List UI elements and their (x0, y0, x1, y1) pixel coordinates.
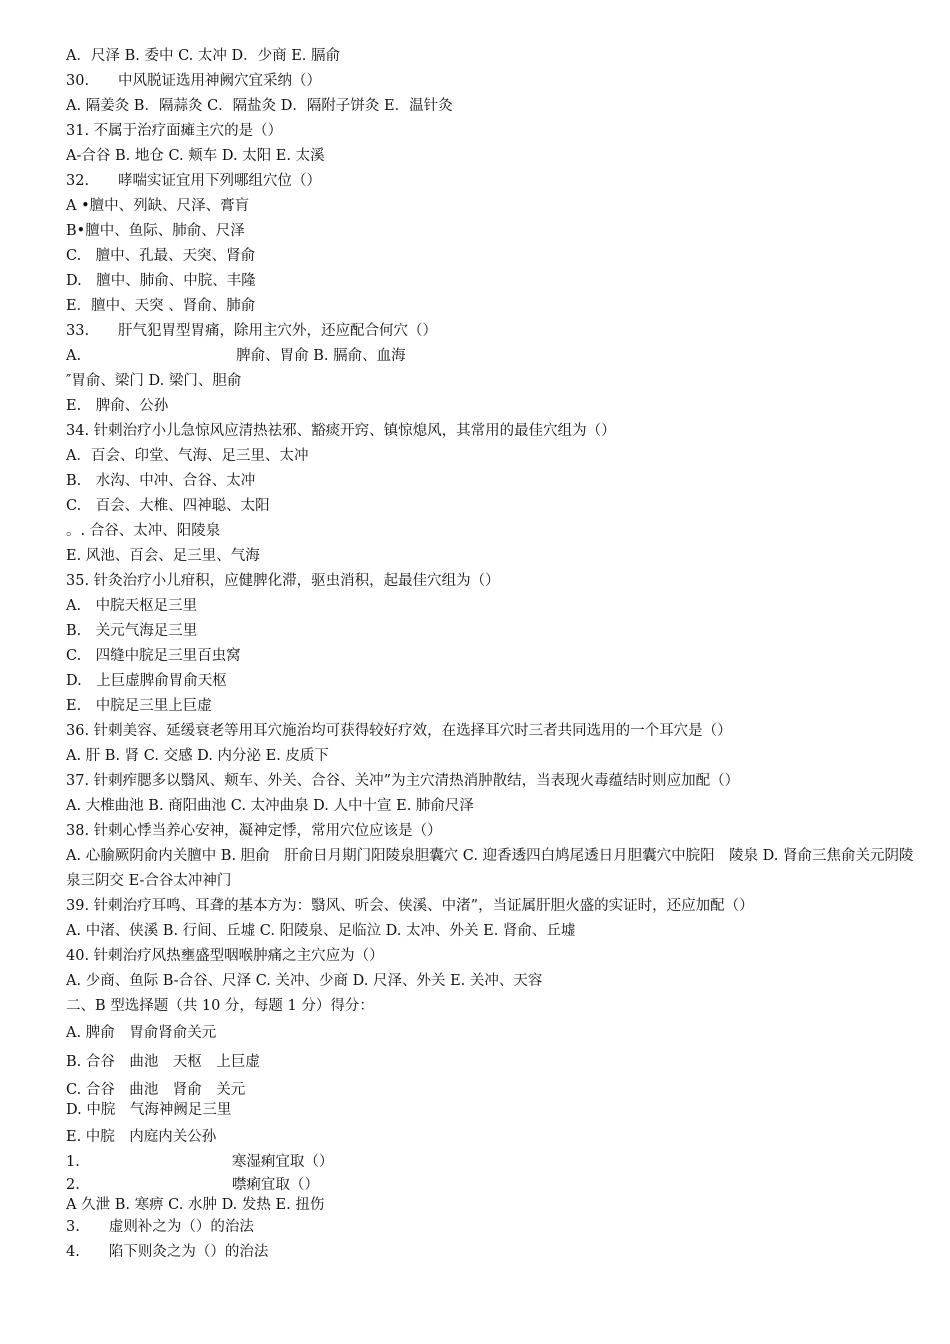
question-35: 35. 针灸治疗小儿疳积，应健脾化滞，驱虫消积，起最佳穴组为（） (66, 573, 500, 589)
text-line: E. 中脘 内庭内关公孙 (66, 1129, 217, 1145)
text-line: A. 少商、鱼际 B-合谷、尺泽 C. 关冲、少商 D. 尺泽、外关 E. 关冲、天容 (66, 973, 543, 989)
text-line: B•膻中、鱼际、肺俞、尺泽 (66, 223, 245, 239)
option-text: 脾俞、胃俞 B. 膈俞、血海 (236, 348, 406, 364)
question-39: 39. 针刺治疗耳鸣、耳聋的基本方为：翳风、听会、侠溪、中渚”，当证属肝胆火盛的实证时，还应加配（） (66, 898, 754, 914)
text-line: 4. 陷下则灸之为（）的治法 (66, 1244, 269, 1260)
text-line (66, 1150, 916, 1175)
item-text: 寒湿痢宜取（） (231, 1154, 334, 1170)
text-line (66, 344, 916, 369)
question-31: 31. 不属于治疗面瘫主穴的是（） (66, 123, 283, 139)
section-heading: 二、B 型选择题（共 10 分，每题 1 分）得分： (66, 998, 374, 1014)
item-text: 噤痢宜取（） (231, 1177, 319, 1193)
text-line: C. 合谷 曲池 肾俞 关元 (66, 1082, 246, 1098)
text-line: A •膻中、列缺、尺泽、膏肓 (66, 198, 250, 214)
text-line: A．百会、印堂、气海、足三里、太冲 (66, 448, 309, 464)
text-line: B. 水沟、中冲、合谷、太冲 (66, 473, 256, 489)
document-page (66, 44, 916, 1265)
question-32: 32. 哮喘实证宜用下列哪组穴位（） (66, 173, 322, 189)
question-36: 36. 针刺美容、延缓衰老等用耳穴施治均可获得较好疗效，在选择耳穴时三者共同选用的一个耳穴是（） (66, 723, 732, 739)
question-40: 40. 针刺治疗风热壅盛型咽喉肿痛之主穴应为（） (66, 948, 384, 964)
text-line: A. 脾俞 胃俞肾俞关元 (66, 1025, 217, 1041)
text-line (66, 1175, 916, 1195)
text-line: E. 风池、百会、足三里、气海 (66, 548, 260, 564)
text-line: A．尺泽 B. 委中 C. 太冲 D．少商 E. 膈俞 (66, 48, 341, 64)
text-line: D. 膻中、肺俞、中脘、丰隆 (66, 273, 256, 289)
option-label: A. (66, 348, 82, 364)
item-number: 2. (66, 1177, 80, 1193)
question-38: 38. 针刺心悸当养心安神，凝神定悸，常用穴位应该是（） (66, 823, 442, 839)
text-line: A. 心腧厥阴俞内关膻中 B. 胆俞 肝俞日月期门阳陵泉胆囊穴 C. 迎香透四白鸠尾透日月胆囊穴中脘阳 陵泉 D. 肾俞三焦俞关元阴陵泉三阴交 E-合谷太冲神门 (66, 848, 914, 889)
item-number: 1. (66, 1154, 80, 1170)
text-line: A. 中渚、侠溪 B. 行间、丘墟 C. 阳陵泉、足临泣 D. 太冲、外关 E. 肾俞、丘墟 (66, 923, 576, 939)
text-line: E．膻中、天突 、肾俞、肺俞 (66, 298, 256, 314)
text-line: 3. 虚则补之为（）的治法 (66, 1219, 254, 1235)
text-line: A. 隔姜灸 B．隔蒜灸 C．隔盐灸 D．隔附子饼灸 E．温针灸 (66, 98, 453, 114)
question-37: 37. 针刺痄腮多以翳风、颊车、外关、合谷、关冲”为主穴清热消肿散结，当表现火毒蕴结时则应加配（） (66, 773, 740, 789)
question-33: 33. 肝气犯胃型胃痛，除用主穴外，还应配合何穴（） (66, 323, 438, 339)
text-line: A 久泄 B. 寒痹 C. 水肿 D. 发热 E. 扭伤 (66, 1197, 325, 1213)
text-line: E. 脾俞、公孙 (66, 398, 169, 414)
text-line: A-合谷 B. 地仓 C. 颊车 D. 太阳 E. 太溪 (66, 148, 325, 164)
text-line: C. 膻中、孔最、天突、肾俞 (66, 248, 256, 264)
text-line: D. 上巨虚脾俞胃俞天枢 (66, 673, 227, 689)
text-line: ″胃俞、梁门 D. 梁门、胆俞 (66, 373, 242, 389)
text-line: A. 中脘天枢足三里 (66, 598, 198, 614)
question-34: 34. 针刺治疗小儿急惊风应清热祛邪、豁痰开窍、镇惊熄风，其常用的最佳穴组为（） (66, 423, 616, 439)
text-line: D. 中脘 气海神阙足三里 (66, 1102, 232, 1118)
text-line: A. 肝 B. 肾 C. 交感 D. 内分泌 E. 皮质下 (66, 748, 329, 764)
text-line: C. 百会、大椎、四神聪、太阳 (66, 498, 270, 514)
text-line: B. 关元气海足三里 (66, 623, 198, 639)
text-line: E. 中脘足三里上巨虚 (66, 698, 212, 714)
text-line: C. 四缝中脘足三里百虫窝 (66, 648, 241, 664)
question-30: 30. 中风脱证选用神阙穴宜采纳（） (66, 73, 322, 89)
text-line: 。. 合谷、太冲、阳陵泉 (66, 523, 221, 539)
text-line: A. 大椎曲池 B. 商阳曲池 C. 太冲曲泉 D. 人中十宣 E. 肺俞尺泽 (66, 798, 474, 814)
text-line: B. 合谷 曲池 天枢 上巨虚 (66, 1054, 260, 1070)
